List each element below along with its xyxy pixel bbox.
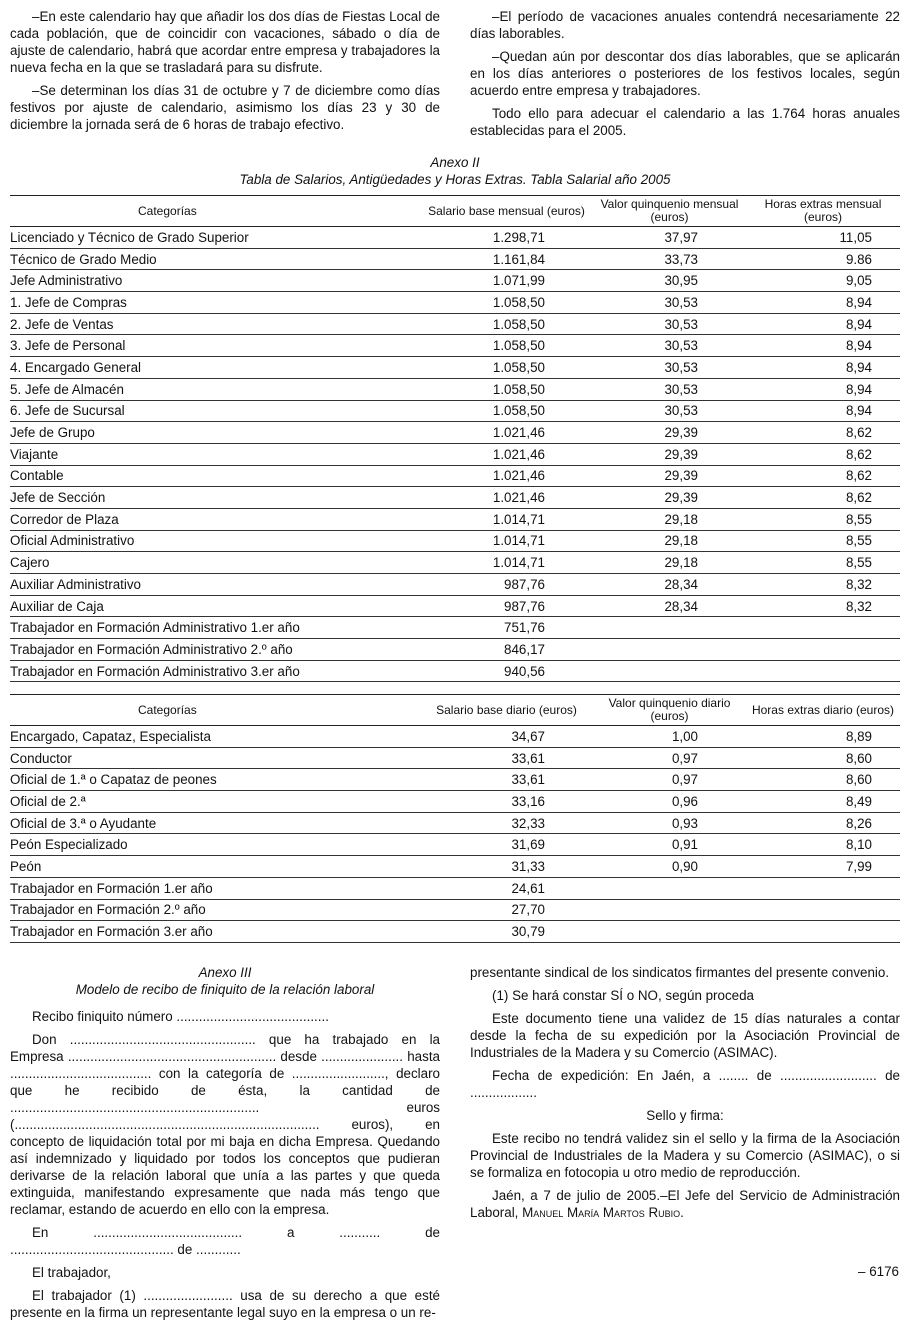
category-cell: Trabajador en Formación 2.º año xyxy=(10,899,420,921)
table-row xyxy=(10,227,900,249)
paragraph-annual-hours: Todo ello para adecuar el calendario a las 1.764 horas anuales establecidas para el 2005. xyxy=(470,106,900,138)
category-cell: Oficial de 1.ª o Capataz de peones xyxy=(10,769,420,791)
category-cell: 4. Encargado General xyxy=(10,357,420,379)
base-salary-cell: 1.021,46 xyxy=(420,487,593,509)
quinquennium-cell: 1,00 xyxy=(593,726,746,748)
base-salary-cell: 31,33 xyxy=(420,856,593,878)
category-cell: Técnico de Grado Medio xyxy=(10,248,420,270)
quinquennium-cell xyxy=(593,921,746,943)
overtime-cell: 8,10 xyxy=(746,834,900,856)
category-cell: Licenciado y Técnico de Grado Superior xyxy=(10,227,420,249)
quinquennium-cell: 0,97 xyxy=(593,769,746,791)
category-cell: 2. Jefe de Ventas xyxy=(10,313,420,335)
page-number: – 6176 xyxy=(858,1264,899,1279)
quinquennium-cell: 33,73 xyxy=(593,248,746,270)
category-cell: Peón xyxy=(10,856,420,878)
annex-iii-subtitle: Modelo de recibo de finiquito de la relación laboral xyxy=(75,982,375,997)
base-salary-cell: 1.014,71 xyxy=(420,552,593,574)
receipt-declaration: Don .................................................. que ha trabajado en la Empresa ........................................................ desde ...................... hasta ...................................... con la categoría de ........................., declaro que he recibido de ésta, la cantidad de ................................................................... euros (.................................................................................. euros), en concepto de liquidación total por mi baja en dicha Empresa. Quedando así indemnizado y liquidado por todos los conceptos que pudieran derivarse de la relación laboral que unía a las partes y que queda extinguida, manifestando expresamente que nada más tengo que reclamar, estando de acuerdo en ello con la empresa. xyxy=(10,1032,440,1217)
footnote-yes-no: (1) Se hará constar SÍ o NO, según proceda xyxy=(492,988,755,1003)
base-salary-cell: 940,56 xyxy=(420,660,593,682)
base-salary-cell: 987,76 xyxy=(420,595,593,617)
overtime-cell xyxy=(746,660,900,682)
base-salary-cell: 1.058,50 xyxy=(420,378,593,400)
table-row xyxy=(10,248,900,270)
category-cell: Trabajador en Formación Administrativo 1.er año xyxy=(10,617,420,639)
category-cell: Jefe Administrativo xyxy=(10,270,420,292)
table-row xyxy=(10,270,900,292)
base-salary-cell: 1.014,71 xyxy=(420,508,593,530)
overtime-cell: 8,55 xyxy=(746,508,900,530)
overtime-cell xyxy=(746,617,900,639)
table-row xyxy=(10,747,900,769)
header-overtime: Horas extras diario (euros) xyxy=(746,695,900,726)
table-row xyxy=(10,769,900,791)
validity-warning: Este recibo no tendrá validez sin el sello y la firma de la Asociación Provincial de Industriales de la Madera y su Comercio (ASIMAC), o si se formaliza en fotocopia u otro medio de reproducción. xyxy=(470,1131,900,1180)
table-row xyxy=(10,791,900,813)
overtime-cell: 8,32 xyxy=(746,595,900,617)
table-row xyxy=(10,595,900,617)
quinquennium-cell: 29,39 xyxy=(593,443,746,465)
category-cell: Peón Especializado xyxy=(10,834,420,856)
table-row xyxy=(10,508,900,530)
base-salary-cell: 27,70 xyxy=(420,899,593,921)
overtime-cell: 8,89 xyxy=(746,726,900,748)
table-header-row xyxy=(10,196,900,227)
top-right-column xyxy=(470,8,900,145)
base-salary-cell: 24,61 xyxy=(420,877,593,899)
quinquennium-cell: 28,34 xyxy=(593,574,746,596)
annex-iii-title: Anexo III xyxy=(198,965,252,980)
quinquennium-cell: 0,96 xyxy=(593,791,746,813)
quinquennium-cell: 30,53 xyxy=(593,357,746,379)
daily-salary-table xyxy=(10,694,900,943)
overtime-cell: 8,94 xyxy=(746,313,900,335)
quinquennium-cell: 30,95 xyxy=(593,270,746,292)
category-cell: Trabajador en Formación Administrativo 2.º año xyxy=(10,639,420,661)
category-cell: Jefe de Sección xyxy=(10,487,420,509)
receipt-worker-label: El trabajador, xyxy=(32,1265,111,1280)
base-salary-cell: 31,69 xyxy=(420,834,593,856)
category-cell: Trabajador en Formación Administrativo 3.er año xyxy=(10,660,420,682)
quinquennium-cell: 29,18 xyxy=(593,508,746,530)
table-row xyxy=(10,400,900,422)
paragraph-local-holidays: –En este calendario hay que añadir los dos días de Fiestas Local de cada población, que de coincidir con vacaciones, sábado o día de ajuste de calendario, habrá que acordar entre empresa y trabajadores la nueva fecha en la que se trasladará para su disfrute. xyxy=(10,9,440,75)
base-salary-cell: 33,61 xyxy=(420,747,593,769)
header-base-salary: Salario base diario (euros) xyxy=(420,695,593,726)
base-salary-cell: 1.021,46 xyxy=(420,465,593,487)
category-cell: Viajante xyxy=(10,443,420,465)
category-cell: Encargado, Capataz, Especialista xyxy=(10,726,420,748)
table-row xyxy=(10,617,900,639)
overtime-cell: 11,05 xyxy=(746,227,900,249)
table-row xyxy=(10,357,900,379)
quinquennium-cell: 37,97 xyxy=(593,227,746,249)
paragraph-vacation-period: –El período de vacaciones anuales contendrá necesariamente 22 días laborables. xyxy=(470,9,900,41)
overtime-cell: 8,62 xyxy=(746,443,900,465)
category-cell: Trabajador en Formación 1.er año xyxy=(10,877,420,899)
category-cell: Oficial de 3.ª o Ayudante xyxy=(10,812,420,834)
overtime-cell: 8,62 xyxy=(746,487,900,509)
category-cell: 6. Jefe de Sucursal xyxy=(10,400,420,422)
signatory-name: Manuel María Martos Rubio. xyxy=(522,1205,684,1220)
annex-ii-heading xyxy=(10,154,900,188)
overtime-cell: 7,99 xyxy=(746,856,900,878)
table-row xyxy=(10,422,900,444)
overtime-cell: 8,55 xyxy=(746,552,900,574)
header-base-salary: Salario base mensual (euros) xyxy=(420,196,593,227)
category-cell: 5. Jefe de Almacén xyxy=(10,378,420,400)
top-left-column xyxy=(10,8,440,139)
overtime-cell: 8,94 xyxy=(746,378,900,400)
table-row xyxy=(10,812,900,834)
base-salary-cell: 1.014,71 xyxy=(420,530,593,552)
base-salary-cell: 34,67 xyxy=(420,726,593,748)
quinquennium-cell: 0,97 xyxy=(593,747,746,769)
validity-paragraph: Este documento tiene una validez de 15 días naturales a contar desde la fecha de su expedición por la Asociación Provincial de Industriales de la Madera y su Comercio (ASIMAC). xyxy=(470,1011,900,1060)
quinquennium-cell: 30,53 xyxy=(593,292,746,314)
quinquennium-cell xyxy=(593,639,746,661)
overtime-cell: 8,94 xyxy=(746,335,900,357)
base-salary-cell: 30,79 xyxy=(420,921,593,943)
seal-signature-label: Sello y firma: xyxy=(646,1108,724,1123)
category-cell: Jefe de Grupo xyxy=(10,422,420,444)
base-salary-cell: 1.021,46 xyxy=(420,443,593,465)
quinquennium-cell xyxy=(593,617,746,639)
table-row xyxy=(10,378,900,400)
base-salary-cell: 1.071,99 xyxy=(420,270,593,292)
signature-text: Jaén, a 7 de julio de 2005.–El Jefe del Servicio de Administración Laboral, xyxy=(470,1188,900,1220)
table-row xyxy=(10,877,900,899)
table-header-row xyxy=(10,695,900,726)
overtime-cell: 8,94 xyxy=(746,292,900,314)
header-quinquennium: Valor quinquenio mensual (euros) xyxy=(593,196,746,227)
quinquennium-cell: 30,53 xyxy=(593,313,746,335)
category-cell: Auxiliar Administrativo xyxy=(10,574,420,596)
quinquennium-cell: 30,53 xyxy=(593,378,746,400)
category-cell: Contable xyxy=(10,465,420,487)
quinquennium-cell: 0,91 xyxy=(593,834,746,856)
table-row xyxy=(10,726,900,748)
receipt-representative-clause: El trabajador (1) ........................ usa de su derecho a que esté presente en la firma un representante legal suyo en la empresa o un re- xyxy=(10,1288,440,1320)
quinquennium-cell: 30,53 xyxy=(593,400,746,422)
overtime-cell: 8,62 xyxy=(746,422,900,444)
overtime-cell: 8,60 xyxy=(746,747,900,769)
base-salary-cell: 1.058,50 xyxy=(420,357,593,379)
receipt-place-date-line: En ........................................ a ........... de ............................................ de ............ xyxy=(10,1225,440,1257)
category-cell: Cajero xyxy=(10,552,420,574)
category-cell: Oficial Administrativo xyxy=(10,530,420,552)
signature-block xyxy=(470,1187,900,1221)
quinquennium-cell: 30,53 xyxy=(593,335,746,357)
overtime-cell: 8,26 xyxy=(746,812,900,834)
table-row xyxy=(10,313,900,335)
table-row xyxy=(10,465,900,487)
quinquennium-cell: 29,39 xyxy=(593,422,746,444)
table-row xyxy=(10,921,900,943)
base-salary-cell: 33,61 xyxy=(420,769,593,791)
overtime-cell: 8,55 xyxy=(746,530,900,552)
base-salary-cell: 1.021,46 xyxy=(420,422,593,444)
table-row xyxy=(10,574,900,596)
table-row xyxy=(10,552,900,574)
category-cell: 3. Jefe de Personal xyxy=(10,335,420,357)
paragraph-remaining-days: –Quedan aún por descontar dos días laborables, que se aplicarán en los días anteriores o posteriores de los festivos locales, según acuerdo entre empresa y trabajadores. xyxy=(470,49,900,98)
table-row xyxy=(10,443,900,465)
bottom-right-column xyxy=(470,964,900,1227)
base-salary-cell: 846,17 xyxy=(420,639,593,661)
quinquennium-cell: 28,34 xyxy=(593,595,746,617)
base-salary-cell: 32,33 xyxy=(420,812,593,834)
category-cell: Trabajador en Formación 3.er año xyxy=(10,921,420,943)
base-salary-cell: 1.161,84 xyxy=(420,248,593,270)
quinquennium-cell xyxy=(593,660,746,682)
overtime-cell xyxy=(746,877,900,899)
quinquennium-cell: 29,39 xyxy=(593,465,746,487)
category-cell: Oficial de 2.ª xyxy=(10,791,420,813)
category-cell: 1. Jefe de Compras xyxy=(10,292,420,314)
base-salary-cell: 1.058,50 xyxy=(420,400,593,422)
base-salary-cell: 33,16 xyxy=(420,791,593,813)
quinquennium-cell xyxy=(593,899,746,921)
category-cell: Corredor de Plaza xyxy=(10,508,420,530)
table-row xyxy=(10,292,900,314)
base-salary-cell: 1.058,50 xyxy=(420,335,593,357)
table-row xyxy=(10,335,900,357)
base-salary-cell: 1.058,50 xyxy=(420,313,593,335)
base-salary-cell: 1.058,50 xyxy=(420,292,593,314)
table-row xyxy=(10,530,900,552)
receipt-number-line: Recibo finiquito número ......................................... xyxy=(32,1009,329,1024)
overtime-cell xyxy=(746,921,900,943)
overtime-cell xyxy=(746,899,900,921)
quinquennium-cell: 29,18 xyxy=(593,530,746,552)
header-overtime: Horas extras mensual (euros) xyxy=(746,196,900,227)
category-cell: Auxiliar de Caja xyxy=(10,595,420,617)
header-categories: Categorías xyxy=(10,695,420,726)
overtime-cell: 9.86 xyxy=(746,248,900,270)
table-row xyxy=(10,856,900,878)
paragraph-adjustment-days: –Se determinan los días 31 de octubre y 7 de diciembre como días festivos por ajuste de calendario, asimismo los días 23 y 30 de diciembre la jornada será de 6 horas de trabajo efectivo. xyxy=(10,83,440,132)
table-row xyxy=(10,660,900,682)
annex-iii-heading xyxy=(10,964,440,998)
header-quinquennium: Valor quinquenio diario (euros) xyxy=(593,695,746,726)
table-row xyxy=(10,639,900,661)
category-cell: Conductor xyxy=(10,747,420,769)
quinquennium-cell: 0,90 xyxy=(593,856,746,878)
clause-continuation: presentante sindical de los sindicatos firmantes del presente convenio. xyxy=(470,965,890,980)
table-row xyxy=(10,487,900,509)
quinquennium-cell: 29,18 xyxy=(593,552,746,574)
overtime-cell: 8,60 xyxy=(746,769,900,791)
overtime-cell: 8,32 xyxy=(746,574,900,596)
header-categories: Categorías xyxy=(10,196,420,227)
quinquennium-cell xyxy=(593,877,746,899)
overtime-cell: 9,05 xyxy=(746,270,900,292)
base-salary-cell: 987,76 xyxy=(420,574,593,596)
monthly-salary-table xyxy=(10,195,900,682)
base-salary-cell: 751,76 xyxy=(420,617,593,639)
overtime-cell: 8,94 xyxy=(746,400,900,422)
overtime-cell: 8,62 xyxy=(746,465,900,487)
receipt-form-column xyxy=(10,1008,440,1327)
annex-ii-subtitle: Tabla de Salarios, Antigüedades y Horas Extras. Tabla Salarial año 2005 xyxy=(239,172,671,187)
overtime-cell xyxy=(746,639,900,661)
quinquennium-cell: 29,39 xyxy=(593,487,746,509)
table-row xyxy=(10,899,900,921)
issue-date-line: Fecha de expedición: En Jaén, a ........ de .......................... de .................. xyxy=(470,1068,900,1100)
table-row xyxy=(10,834,900,856)
base-salary-cell: 1.298,71 xyxy=(420,227,593,249)
quinquennium-cell: 0,93 xyxy=(593,812,746,834)
overtime-cell: 8,49 xyxy=(746,791,900,813)
overtime-cell: 8,94 xyxy=(746,357,900,379)
annex-ii-title: Anexo II xyxy=(430,155,480,170)
